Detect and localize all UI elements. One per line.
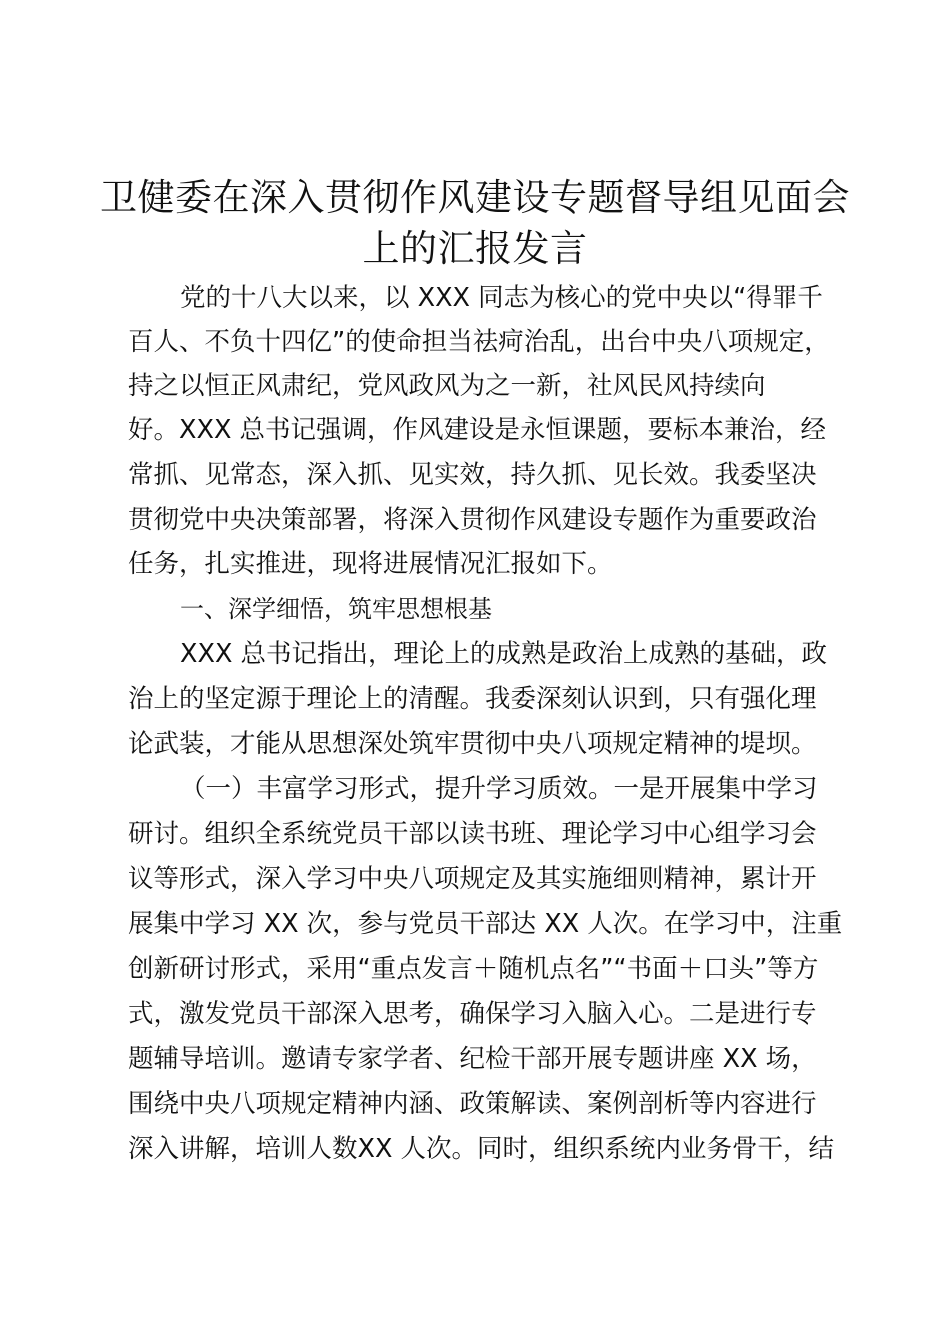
body-line: 任务，扎实推进，现将进展情况汇报如下。: [128, 549, 613, 579]
body-line: 议等形式，深入学习中央八项规定及其实施细则精神，累计开: [128, 864, 817, 894]
body-line: XXX 总书记指出，理论上的成熟是政治上成熟的基础，政: [180, 639, 828, 669]
document-title-line-1: 卫健委在深入贯彻作风建设专题督导组见面会: [100, 176, 850, 219]
body-line: 围绕中央八项规定精神内涵、政策解读、案例剖析等内容进行: [128, 1089, 817, 1119]
body-line: 治上的坚定源于理论上的清醒。我委深刻认识到，只有强化理: [128, 684, 817, 714]
document-title-line-2: 上的汇报发言: [362, 227, 588, 270]
body-line: 持之以恒正风肃纪，党风政风为之一新，社风民风持续向: [128, 371, 766, 401]
body-line: 论武装，才能从思想深处筑牢贯彻中央八项规定精神的堤坝。: [128, 729, 817, 759]
body-line: 好。XXX 总书记强调，作风建设是永恒课题，要标本兼治，经: [128, 415, 827, 445]
body-line: 研讨。组织全系统党员干部以读书班、理论学习中心组学习会: [128, 819, 817, 849]
body-line: 百人、不负十四亿”的使命担当祛疴治乱，出台中央八项规定，: [128, 327, 830, 357]
subsection-line: （一）丰富学习形式，提升学习质效。一是开展集中学习: [180, 774, 818, 804]
body-line: 题辅导培训。邀请专家学者、纪检干部开展专题讲座 XX 场，: [128, 1044, 817, 1074]
body-line: 展集中学习 XX 次，参与党员干部达 XX 人次。在学习中，注重: [128, 909, 843, 939]
body-line: 贯彻党中央决策部署，将深入贯彻作风建设专题作为重要政治: [128, 505, 817, 535]
body-line: 党的十八大以来，以 XXX 同志为核心的党中央以“得罪千: [180, 283, 823, 313]
body-line: 创新研讨形式，采用“重点发言＋随机点名”“书面＋口头”等方: [128, 954, 819, 984]
section-heading: 一、深学细悟，筑牢思想根基: [180, 595, 492, 623]
body-line: 式，激发党员干部深入思考，确保学习入脑入心。二是进行专: [128, 999, 817, 1029]
body-line: 常抓、见常态，深入抓、见实效，持久抓、见长效。我委坚决: [128, 460, 817, 490]
body-line: 深入讲解，培训人数XX 人次。同时，组织系统内业务骨干，结: [128, 1134, 835, 1164]
